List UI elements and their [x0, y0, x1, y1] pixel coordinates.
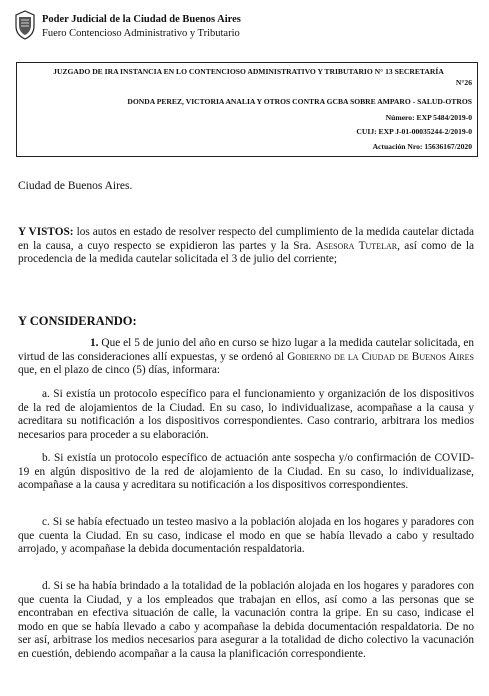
case-caption-box [16, 62, 478, 157]
considerando-heading [18, 315, 474, 329]
vistos-paragraph [18, 226, 474, 267]
item-c [18, 516, 474, 557]
paragraph-1 [18, 337, 474, 378]
vistos-label: Y VISTOS: [18, 226, 74, 238]
cuij-number: CUIJ: EXP J-01-00035244-2/2019-0 [356, 127, 472, 136]
item-d [18, 580, 474, 662]
paragraph-1-tail: que, en el plazo de cinco (5) días, informara: [18, 364, 221, 377]
item-b-text: b. Si existía un protocolo específico de actuación ante sospecha y/o confirmación de COVID-19 en algún dispositivo de la red de alojamiento de la Ciudad. En su caso, lo individualizase, acompañase a la causa y acreditara su notificación a los dispositivos correspondientes. [18, 452, 474, 492]
item-a-text: a. Si existía un protocolo específico para el funcionamiento y organización de los dispositivos de la red de alojamientos de la Ciudad. En su caso, lo individualizase, acompañase a la causa y acreditara su notificación a los dispositivos correspondientes. Caso contrario, arbitrara los medios necesarios para proceder a su elaboración. [18, 388, 474, 441]
item-d-text: d. Si se ha había brindado a la totalidad de la población alojada en los hogares y paradores con que cuenta la Ciudad, y a los empleados que trabajan en ellos, así como a las personas que se encontraban en efectiva situación de calle, la vacunación contra la gripe. En su caso, indicase el modo en que se había llevado a cabo y acompañase la debida documentación respaldatoria. De no ser así, arbitrase los medios necesarios para asegurar a la totalidad de dicho colectivo la vacunación en cuestión, debiendo acompañar a la causa la planificación correspondiente. [18, 580, 474, 660]
secretaria-number: N°26 [455, 78, 472, 87]
fuero-name: Fuero Contencioso Administrativo y Tributario [42, 28, 240, 39]
vistos-text-1: los autos en estado de resolver respecto del cumplimiento de la medida cautelar dictada en la causa, a cuyo respecto se expidieron las partes y la Sra. [18, 226, 474, 252]
item-a [18, 388, 474, 442]
letterhead [14, 10, 314, 50]
item-c-text: c. Si se había efectuado un testeo masivo a la población alojada en los hogares y paradores con que cuenta la Ciudad. En su caso, indicase el modo en que se había llevado a cabo y resultado arrojado, y acompañase la debida documentación respaldatoria. [18, 516, 474, 556]
gcba-name: Gobierno de la Ciudad de Buenos Aires [287, 350, 474, 363]
court-seal-icon [14, 10, 36, 40]
considerando-label: Y CONSIDERANDO: [18, 314, 137, 328]
place-line: Ciudad de Buenos Aires. [18, 180, 133, 192]
vistos-text-2: , así como de la procedencia de la medida cautelar solicitada el 3 de julio del corriente; [18, 239, 474, 266]
court-name: Poder Judicial de la Ciudad de Buenos Aires [42, 14, 241, 25]
asesora-tutelar: Asesora Tutelar [315, 239, 398, 252]
item-b [18, 452, 474, 493]
paragraph-1-text: Que el 5 de junio del año en curso se hizo lugar a la medida cautelar solicitada, en virtud de las consideraciones allí expuestas, y se ordenó al [18, 337, 474, 363]
caratula-line: DONDA PEREZ, VICTORIA ANALIA Y OTROS CONTRA GCBA SOBRE AMPARO - SALUD-OTROS [127, 97, 472, 106]
paragraph-1-number: 1. [90, 337, 99, 349]
actuacion-number: Actuación Nro: 15636167/2020 [372, 142, 472, 151]
juzgado-line: JUZGADO DE IRA INSTANCIA EN LO CONTENCIOSO ADMINISTRATIVO Y TRIBUTARIO N° 13 SECRETARÍA [53, 67, 444, 76]
expediente-number: Número: EXP 5484/2019-0 [385, 113, 472, 122]
